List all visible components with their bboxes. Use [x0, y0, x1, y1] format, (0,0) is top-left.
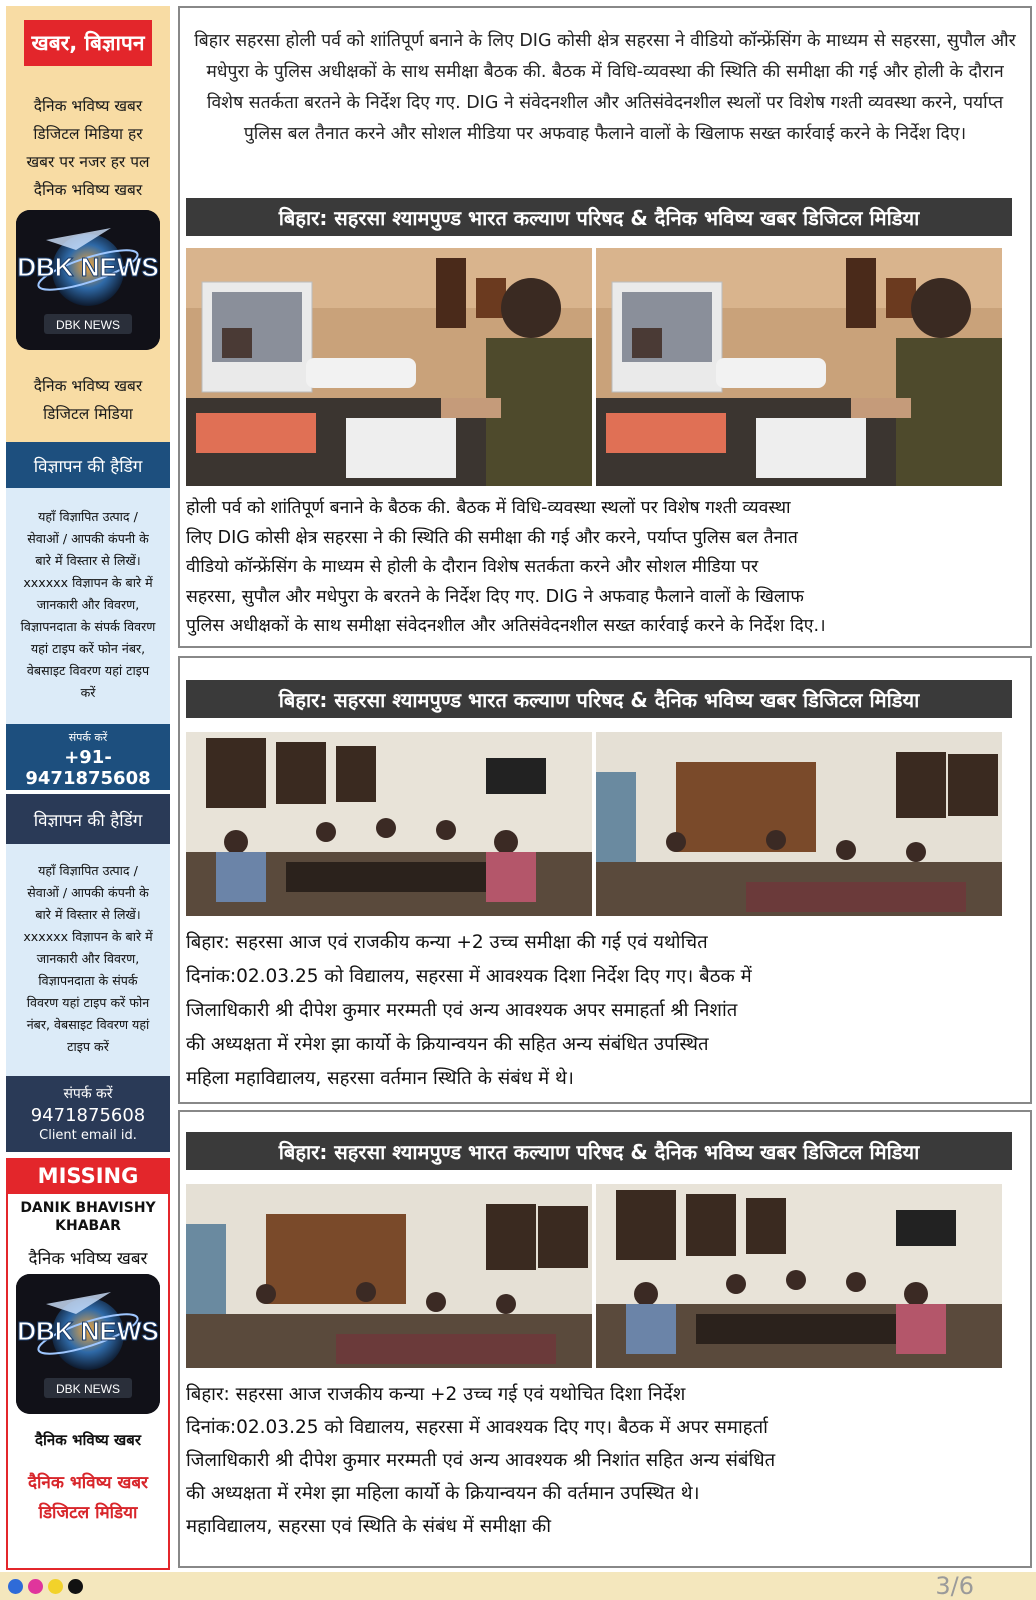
missing-hindi: दैनिक भविष्य खबर [28, 1249, 148, 1269]
ad1-text: यहाँ विज्ञापित उत्पाद / सेवाओं / आपकी कंपनी के बारे में विस्तार से लिखें। xxxxxx विज्ञापन के बारे में जानकारी और विवरण, विज्ञापनदाता के संपर्क विवरण यहां टाइप करें फोन नंबर, वेबसाइट विवरण यहां टाइप करें [20, 509, 156, 700]
article-2-body: बिहार: सहरसा आज एवं राजकीय कन्या +2 उच्च समीक्षा की गई एवं यथोचित दिनांक:02.03.25 को विद्यालय, सहरसा में आवश्यक दिशा निर्देश दिए गए। बैठक में जिलाधिकारी श्री दीपेश कुमार मरम्मती एवं अन्य आवश्यक अपर समाहर्ता श्री निशांत की अध्यक्षता में रमेश झा कार्यो के क्रियान्वयन की सहित अन्य संबंधित उपस्थित महिला महाविद्यालय, सहरसा वर्तमान स्थिति के संबंध में थे। [186, 932, 752, 1089]
ad1-heading: विज्ञापन की हैडिंग [6, 442, 170, 488]
dbk-news-logo [16, 1274, 160, 1414]
article-3 [178, 1110, 1032, 1568]
color-dot-icon [28, 1579, 43, 1594]
sidebar-brand-line: डिजिटल मिडिया [43, 405, 133, 423]
sidebar-tagline: दैनिक भविष्य खबर [33, 181, 143, 199]
sidebar-brand-line: दैनिक भविष्य खबर [33, 377, 143, 395]
article-1 [178, 6, 1032, 648]
news-ad-tag: खबर, बिज्ञापन [24, 20, 152, 66]
missing-bottom-line: दैनिक भविष्य खबर [27, 1473, 149, 1493]
ad2-body [6, 844, 170, 1076]
missing-box [6, 1194, 170, 1570]
sidebar-tagline: दैनिक भविष्य खबर [33, 97, 143, 115]
ad2-email[interactable]: Client email id. [39, 1128, 137, 1143]
dbk-news-logo [16, 210, 160, 350]
ad1-phone[interactable]: +91-9471875608 [25, 747, 151, 789]
photo-meeting-room [596, 732, 1002, 916]
sidebar [6, 6, 170, 1572]
color-dot-icon [48, 1579, 63, 1594]
missing-bottom-line: डिजिटल मिडिया [38, 1503, 138, 1523]
missing-name: KHABAR [55, 1218, 121, 1234]
missing-bottom-line: दैनिक भविष्य खबर [35, 1431, 141, 1449]
article-3-body: बिहार: सहरसा आज राजकीय कन्या +2 उच्च गई एवं यथोचित दिशा निर्देश दिनांक:02.03.25 को विद्यालय, सहरसा में आवश्यक दिए गए। बैठक में अपर समाहर्ता जिलाधिकारी श्री दीपेश कुमार मरम्मती एवं अन्य आवश्यक श्री निशांत सहित अन्य संबंधित की अध्यक्षता में रमेश झा महिला कार्यो के क्रियान्वयन की वर्तमान उपस्थित थे। महाविद्यालय, सहरसा एवं स्थिति के संबंध में समीक्षा की [186, 1384, 776, 1537]
article-3-heading: बिहार: सहरसा श्यामपुण्ड भारत कल्याण परिषद & दैनिक भविष्य खबर डिजिटल मिडिया [186, 1132, 1012, 1170]
ad2-contact: संपर्क करें 9471875608 Client email id. [6, 1076, 170, 1152]
article-1-intro: बिहार सहरसा होली पर्व को शांतिपूर्ण बनाने के लिए DIG कोसी क्षेत्र सहरसा ने वीडियो कॉन्फ्रेंसिंग के माध्यम से सहरसा, सुपौल और मधेपुरा के पुलिस अधीक्षकों के साथ समीक्षा बैठक की. बैठक में विधि-व्यवस्था की स्थिति की समीक्षा की गई और होली के दौरान विशेष सतर्कता बरतने के निर्देश दिए गए. DIG ने संवेदनशील और अतिसंवेदनशील स्थलों पर विशेष गश्ती व्यवस्था करने, पर्याप्त पुलिस बल तैनात करने और सोशल मीडिया पर अफवाह फैलाने वालों के खिलाफ सख्त कार्रवाई करने के निर्देश दिए। [194, 31, 1016, 144]
ad2-phone[interactable]: 9471875608 [30, 1105, 146, 1126]
missing-label: MISSING [6, 1158, 170, 1194]
page-number: 3/6 [935, 1572, 974, 1600]
page-footer [0, 1572, 1036, 1600]
article-2 [178, 656, 1032, 1104]
photo-meeting-room [186, 1184, 592, 1368]
article-1-body: होली पर्व को शांतिपूर्ण बनाने के बैठक की. बैठक में विधि-व्यवस्था स्थलों पर विशेष गश्ती व्यवस्था लिए DIG कोसी क्षेत्र सहरसा ने की स्थिति की समीक्षा की गई और करने, पर्याप्त पुलिस बल तैनात वीडियो कॉन्फ्रेंसिंग के माध्यम से होली के दौरान विशेष सतर्कता करने और सोशल मीडिया पर सहरसा, सुपौल और मधेपुरा के बरतने के निर्देश दिए गए. DIG ने अफवाह फैलाने वालों के खिलाफ पुलिस अधीक्षकों के साथ समीक्षा संवेदनशील और अतिसंवेदनशील सख्त कार्रवाई करने के निर्देश दिए.। [186, 498, 826, 636]
svg-text:DBK NEWS: DBK NEWS [17, 1316, 159, 1346]
svg-text:DBK NEWS: DBK NEWS [55, 318, 121, 332]
color-dot-icon [8, 1579, 23, 1594]
missing-name: DANIK BHAVISHY [20, 1200, 156, 1216]
article-2-heading: बिहार: सहरसा श्यामपुण्ड भारत कल्याण परिषद & दैनिक भविष्य खबर डिजिटल मिडिया [186, 680, 1012, 718]
ad2-heading: विज्ञापन की हैडिंग [6, 794, 170, 844]
article-1-heading: बिहार: सहरसा श्यामपुण्ड भारत कल्याण परिषद & दैनिक भविष्य खबर डिजिटल मिडिया [186, 198, 1012, 236]
photo-officer-video-conference [596, 248, 1002, 486]
sidebar-tagline: खबर पर नजर हर पल [26, 153, 150, 171]
ad2-text: यहाँ विज्ञापित उत्पाद / सेवाओं / आपकी कंपनी के बारे में विस्तार से लिखें। xxxxxx विज्ञापन के बारे में जानकारी और विवरण, विज्ञापनदाता के संपर्क विवरण यहां टाइप करें फोन नंबर, वेबसाइट विवरण यहां टाइप करें [23, 863, 153, 1054]
color-dot-icon [68, 1579, 83, 1594]
sidebar-tagline: डिजिटल मिडिया हर [33, 125, 143, 143]
ad1-contact: संपर्क करें +91-9471875608 [6, 724, 170, 790]
photo-meeting-room [596, 1184, 1002, 1368]
photo-meeting-room [186, 732, 592, 916]
photo-officer-video-conference [186, 248, 592, 486]
svg-text:DBK NEWS: DBK NEWS [55, 1382, 121, 1396]
svg-text:DBK NEWS: DBK NEWS [17, 252, 159, 282]
ad1-body [6, 488, 170, 724]
sidebar-news-block [6, 6, 170, 444]
